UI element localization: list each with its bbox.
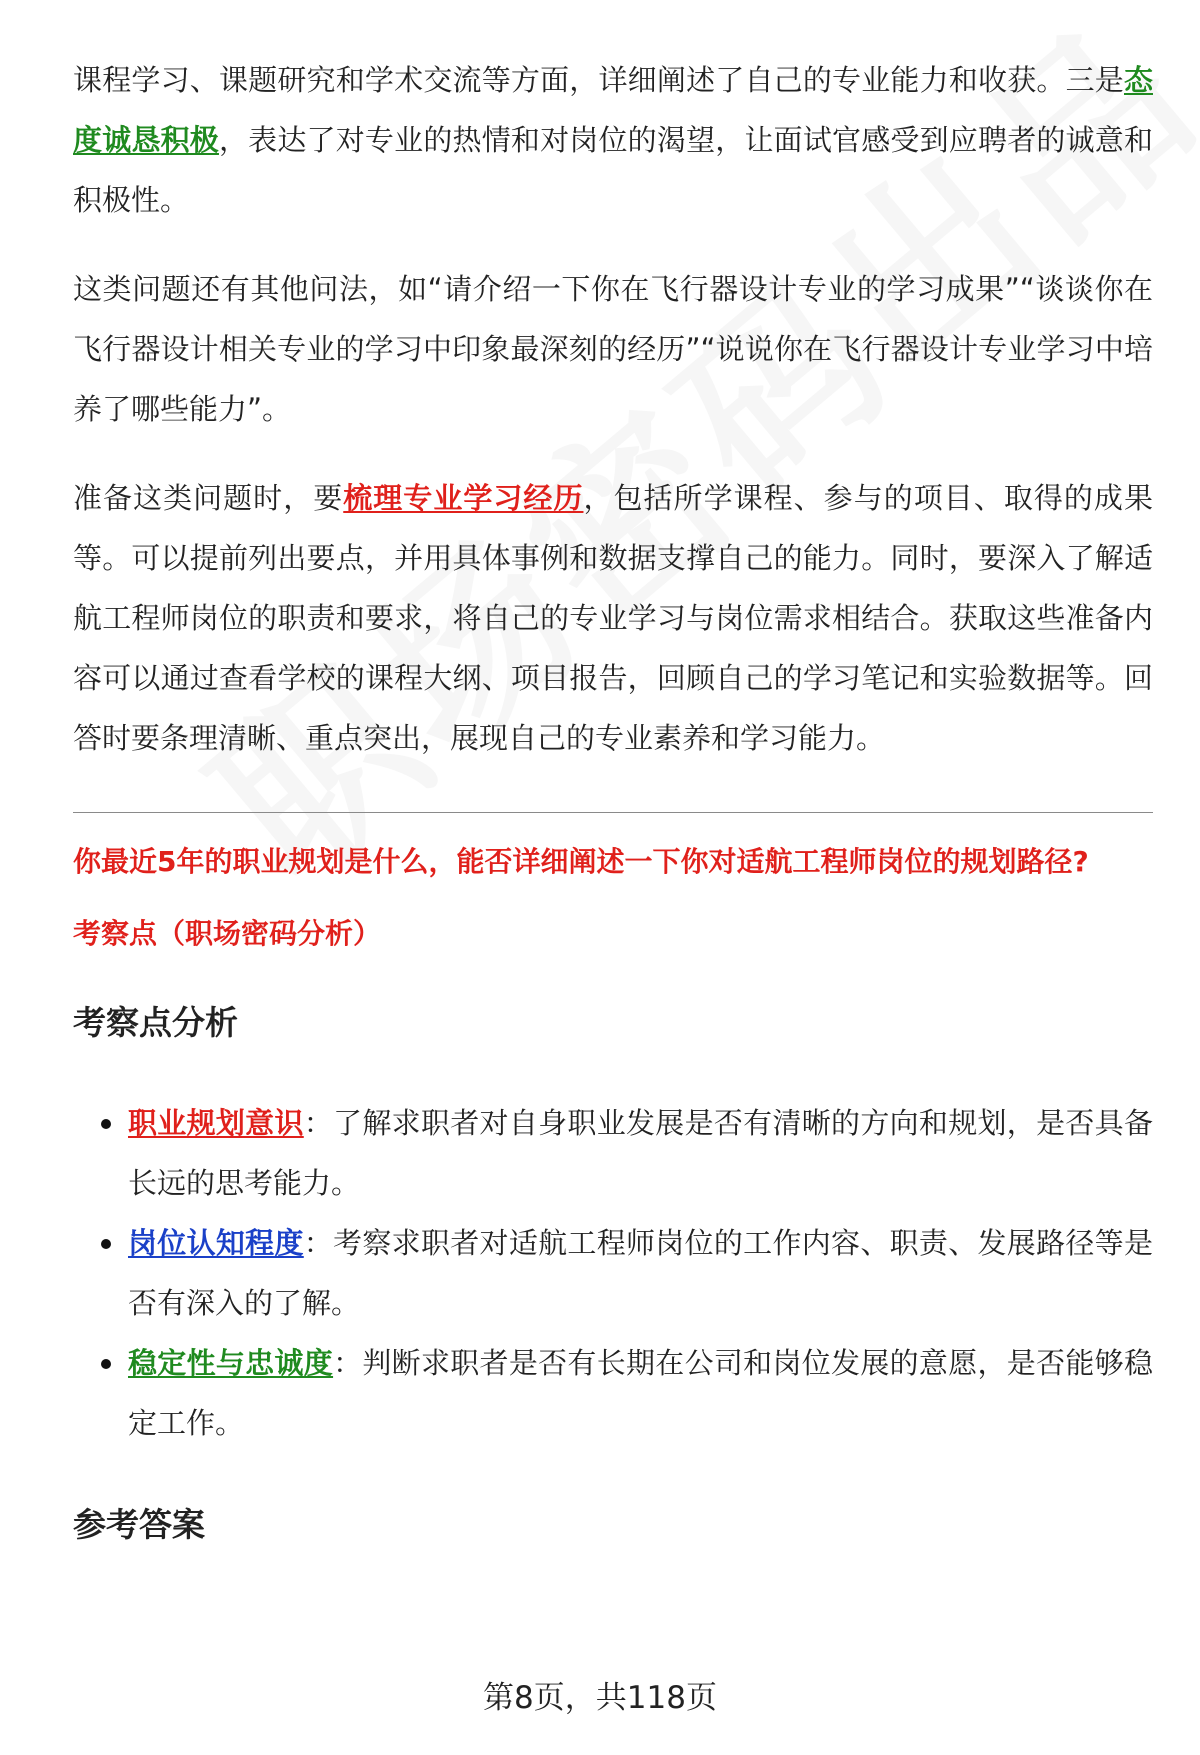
paragraph-3-text-a: 准备这类问题时，要 bbox=[73, 481, 344, 515]
point-term-career-planning: 职业规划意识 bbox=[128, 1106, 304, 1140]
document-page bbox=[73, 50, 1153, 1549]
list-item bbox=[73, 1333, 1153, 1453]
bullet-dot-icon bbox=[101, 1119, 111, 1129]
bullet-dot-icon bbox=[101, 1239, 111, 1249]
point-desc: ：判断求职者是否有长期在公司和岗位发展的意愿，是否能够稳定工作。 bbox=[128, 1346, 1153, 1440]
paragraph-3 bbox=[73, 468, 1153, 768]
page-number-footer: 第8页，共118页 bbox=[483, 1680, 717, 1716]
paragraph-1 bbox=[73, 50, 1153, 230]
point-term-job-cognition: 岗位认知程度 bbox=[128, 1226, 304, 1260]
paragraph-1-text-a: 课程学习、课题研究和学术交流等方面，详细阐述了自己的专业能力和收获。三是 bbox=[73, 63, 1124, 97]
answer-heading: 参考答案 bbox=[73, 1505, 205, 1544]
interview-question: 你最近5年的职业规划是什么，能否详细阐述一下你对适航工程师岗位的规划路径? bbox=[73, 845, 1089, 878]
highlight-attitude: 态度诚恳积极 bbox=[73, 63, 1153, 157]
analysis-heading: 考察点分析 bbox=[73, 1003, 238, 1042]
point-desc: ：了解求职者对自身职业发展是否有清晰的方向和规划，是否具备长远的思考能力。 bbox=[128, 1106, 1153, 1200]
highlight-review-experience: 梳理专业学习经历 bbox=[343, 481, 584, 515]
list-item bbox=[73, 1093, 1153, 1213]
point-term-stability-loyalty: 稳定性与忠诚度 bbox=[128, 1346, 334, 1380]
list-item bbox=[73, 1213, 1153, 1333]
bullet-dot-icon bbox=[101, 1359, 111, 1369]
point-desc: ：考察求职者对适航工程师岗位的工作内容、职责、发展路径等是否有深入的了解。 bbox=[128, 1226, 1153, 1320]
section-divider bbox=[73, 812, 1153, 813]
paragraph-2: 这类问题还有其他问法，如“请介绍一下你在飞行器设计专业的学习成果”“谈谈你在飞行器设计相关专业的学习中印象最深刻的经历”“说说你在飞行器设计专业学习中培养了哪些能力”。 bbox=[73, 272, 1153, 426]
analysis-points-list bbox=[73, 1093, 1153, 1453]
paragraph-1-text-b: ，表达了对专业的热情和对岗位的渴望，让面试官感受到应聘者的诚意和积极性。 bbox=[73, 123, 1153, 217]
exam-point-label: 考察点（职场密码分析） bbox=[73, 917, 382, 950]
paragraph-3-text-b: ，包括所学课程、参与的项目、取得的成果等。可以提前列出要点，并用具体事例和数据支撑自己的能力。同时，要深入了解适航工程师岗位的职责和要求，将自己的专业学习与岗位需求相结合。获取这些准备内容可以通过查看学校的课程大纲、项目报告，回顾自己的学习笔记和实验数据等。回答时要条理清晰、重点突出，展现自己的专业素养和学习能力。 bbox=[73, 481, 1153, 755]
